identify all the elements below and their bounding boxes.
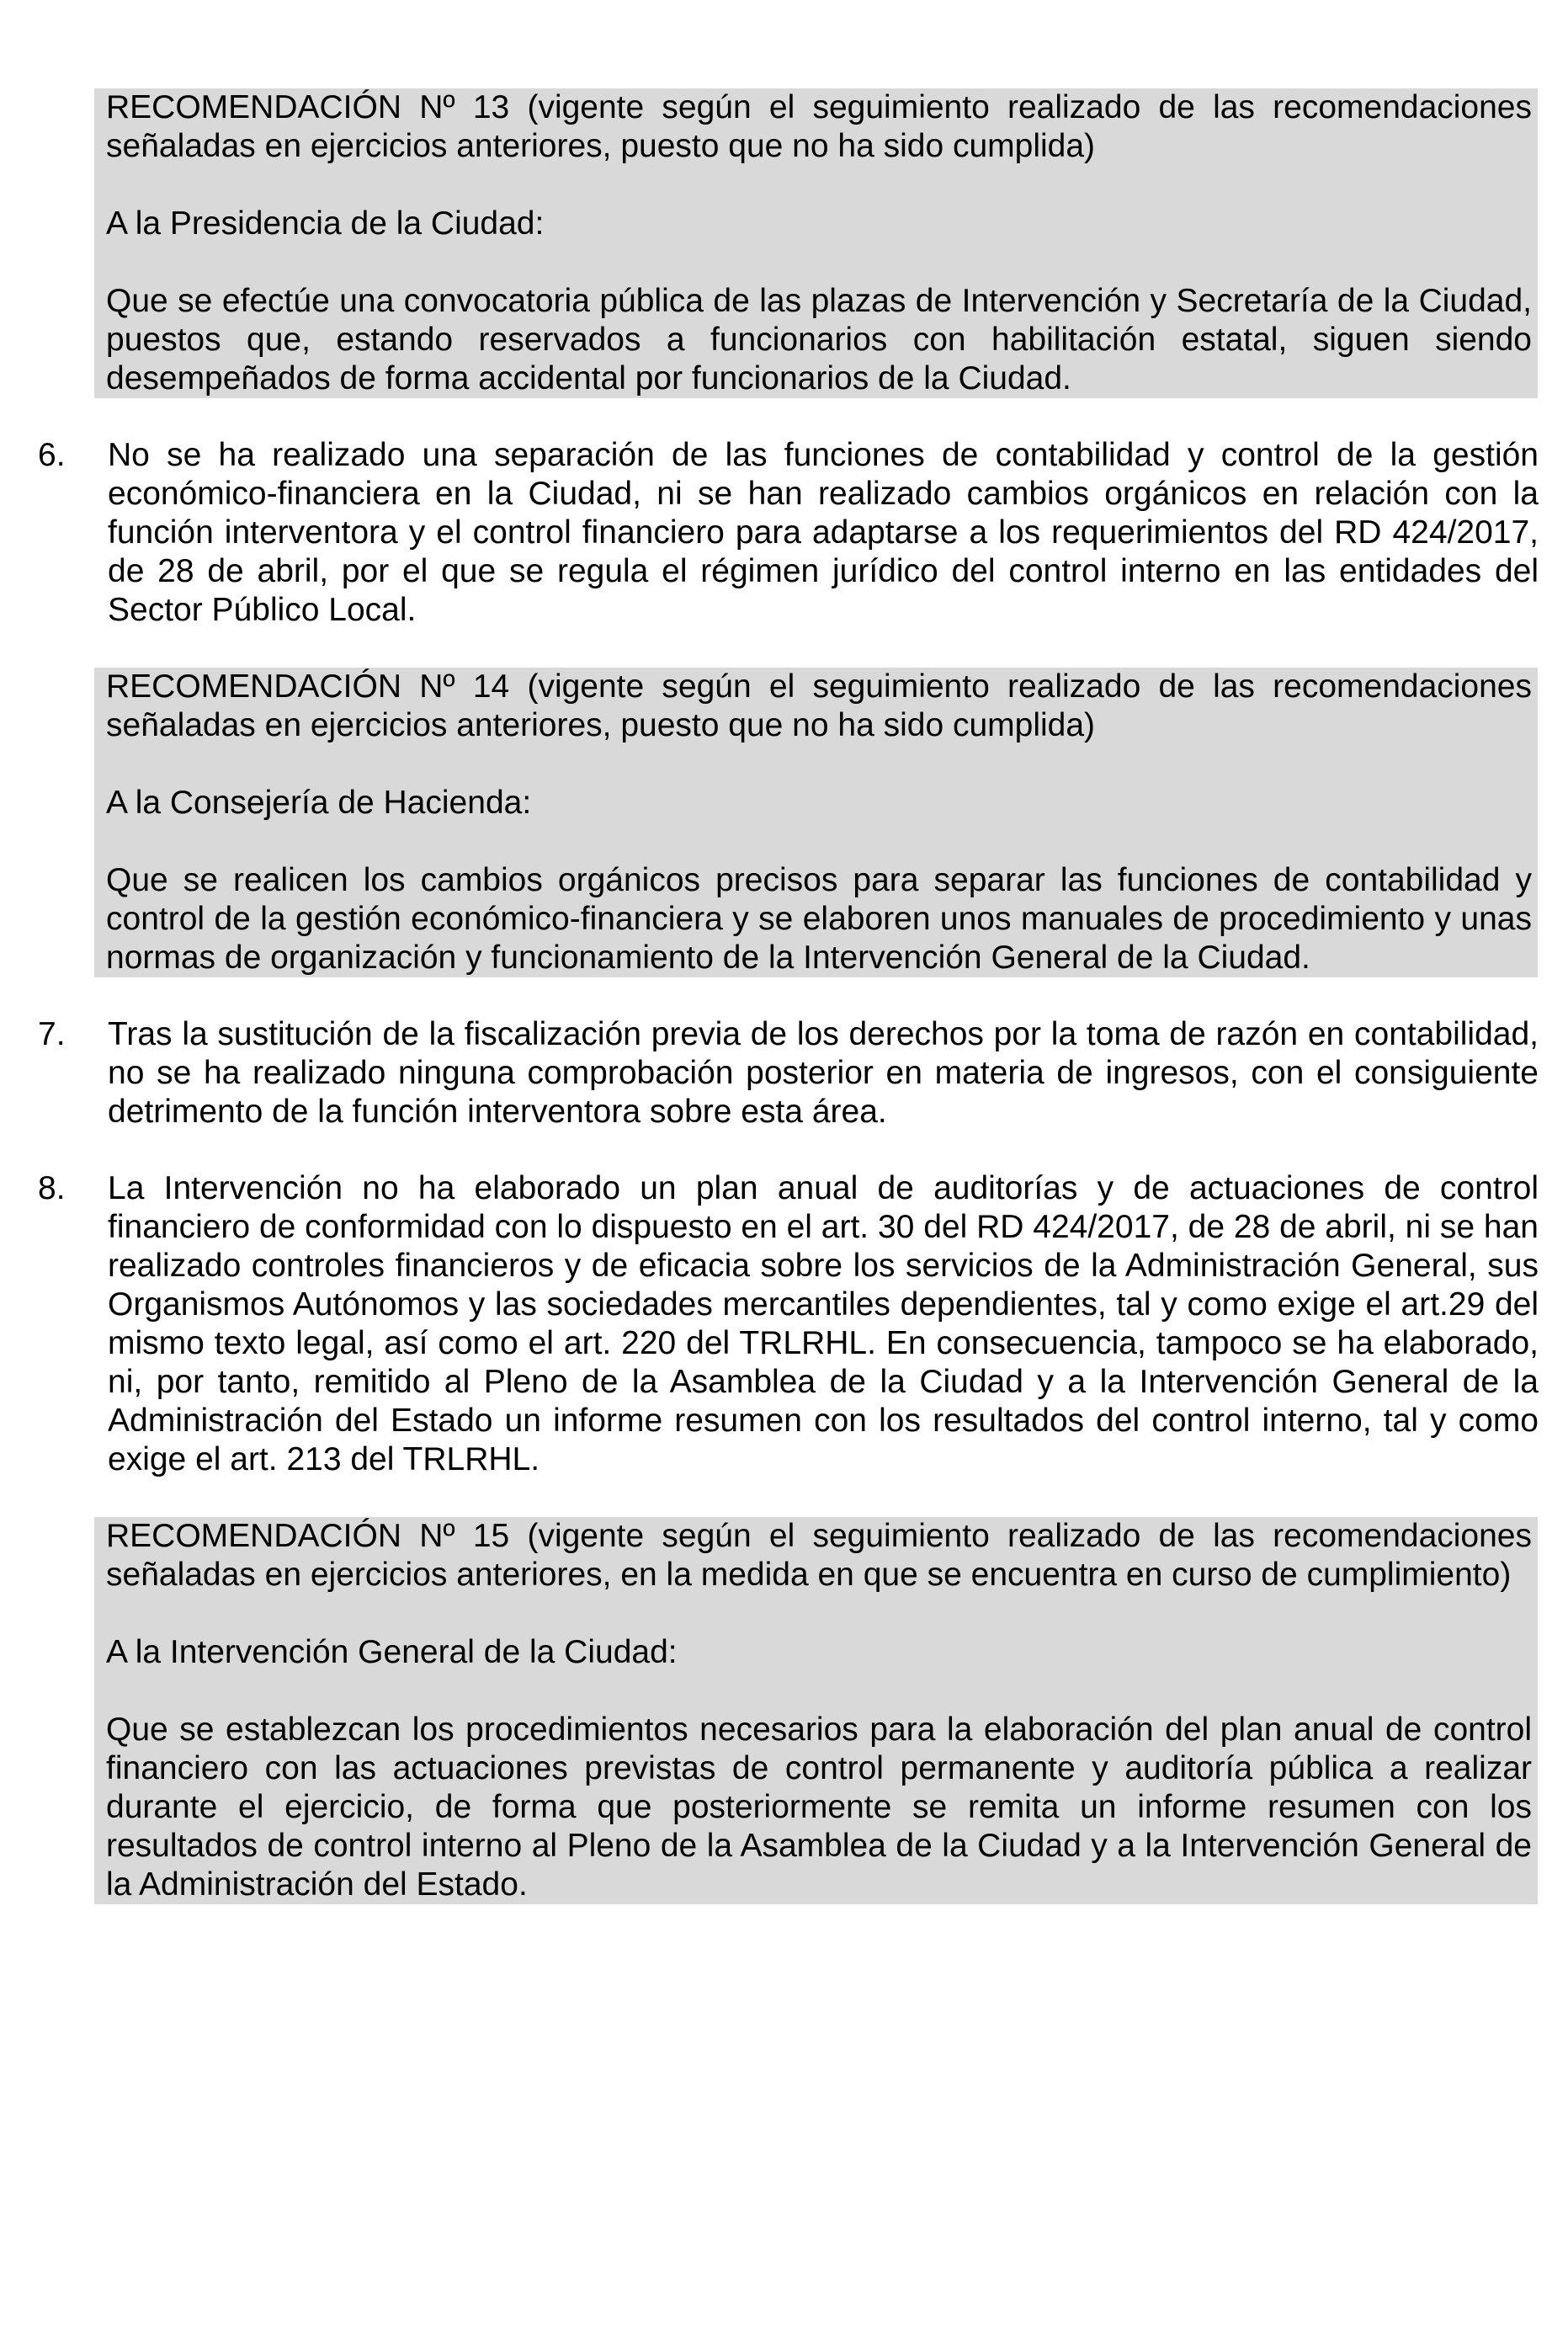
recommendation-15-body: Que se establezcan los procedimientos necesarios para la elaboración del plan anual de control financiero con las actuaciones previstas de control permanente y auditoría pública a realizar durante el ejercicio, de forma que posteriormente se remita un informe resumen con los resultados de control interno al Pleno de la Asamblea de la Ciudad y a la Intervención General de la Administración del Estado.	[106, 1711, 1532, 1903]
recommendation-15-heading: RECOMENDACIÓN Nº 15 (vigente según el seguimiento realizado de las recomendaciones señaladas en ejercicios anteriores, en la medida en que se encuentra en curso de cumplimiento)	[106, 1518, 1532, 1593]
recommendation-15-addressee: A la Intervención General de la Ciudad:	[106, 1634, 678, 1670]
recommendation-13-addressee: A la Presidencia de la Ciudad:	[106, 205, 545, 242]
finding-7-text: Tras la sustitución de la fiscalización previa de los derechos por la toma de razón en contabilidad, no se ha realizado ninguna comprobación posterior en materia de ingresos, con el consiguiente detrimento de la función interventora sobre esta área.	[108, 1016, 1539, 1130]
recommendation-13-heading: RECOMENDACIÓN Nº 13 (vigente según el seguimiento realizado de las recomendaciones señaladas en ejercicios anteriores, puesto que no ha sido cumplida)	[106, 89, 1532, 164]
recommendation-14-block	[94, 668, 1538, 977]
finding-6-number: 6.	[38, 437, 66, 473]
recommendation-13-block	[94, 88, 1538, 398]
finding-8-number: 8.	[38, 1170, 66, 1206]
recommendation-14-addressee: A la Consejería de Hacienda:	[106, 785, 532, 821]
finding-item-8	[38, 1169, 1539, 1479]
recommendation-13-body: Que se efectúe una convocatoria pública de las plazas de Intervención y Secretaría de la Ciudad, puestos que, estando reservados a funcionarios con habilitación estatal, siguen siendo desempeñados de forma accidental por funcionarios de la Ciudad.	[106, 283, 1532, 397]
finding-item-6	[38, 436, 1539, 630]
finding-8-text: La Intervención no ha elaborado un plan anual de auditorías y de actuaciones de control financiero de conformidad con lo dispuesto en el art. 30 del RD 424/2017, de 28 de abril, ni se han realizado controles financieros y de eficacia sobre los servicios de la Administración General, sus Organismos Autónomos y las sociedades mercantiles dependientes, tal y como exige el art.29 del mismo texto legal, así como el art. 220 del TRLRHL. En consecuencia, tampoco se ha elaborado, ni, por tanto, remitido al Pleno de la Asamblea de la Ciudad y a la Intervención General de la Administración del Estado un informe resumen con los resultados del control interno, tal y como exige el art. 213 del TRLRHL.	[108, 1170, 1539, 1477]
recommendation-14-heading: RECOMENDACIÓN Nº 14 (vigente según el seguimiento realizado de las recomendaciones señaladas en ejercicios anteriores, puesto que no ha sido cumplida)	[106, 668, 1532, 743]
recommendation-14-body: Que se realicen los cambios orgánicos precisos para separar las funciones de contabilidad y control de la gestión económico-financiera y se elaboren unos manuales de procedimiento y unas normas de organización y funcionamiento de la Intervención General de la Ciudad.	[106, 862, 1532, 976]
finding-item-7	[38, 1015, 1539, 1131]
finding-7-number: 7.	[38, 1016, 66, 1052]
recommendation-15-block	[94, 1517, 1538, 1904]
finding-6-text: No se ha realizado una separación de las funciones de contabilidad y control de la gestión económico-financiera en la Ciudad, ni se han realizado cambios orgánicos en relación con la función interventora y el control financiero para adaptarse a los requerimientos del RD 424/2017, de 28 de abril, por el que se regula el régimen jurídico del control interno en las entidades del Sector Público Local.	[108, 437, 1539, 628]
